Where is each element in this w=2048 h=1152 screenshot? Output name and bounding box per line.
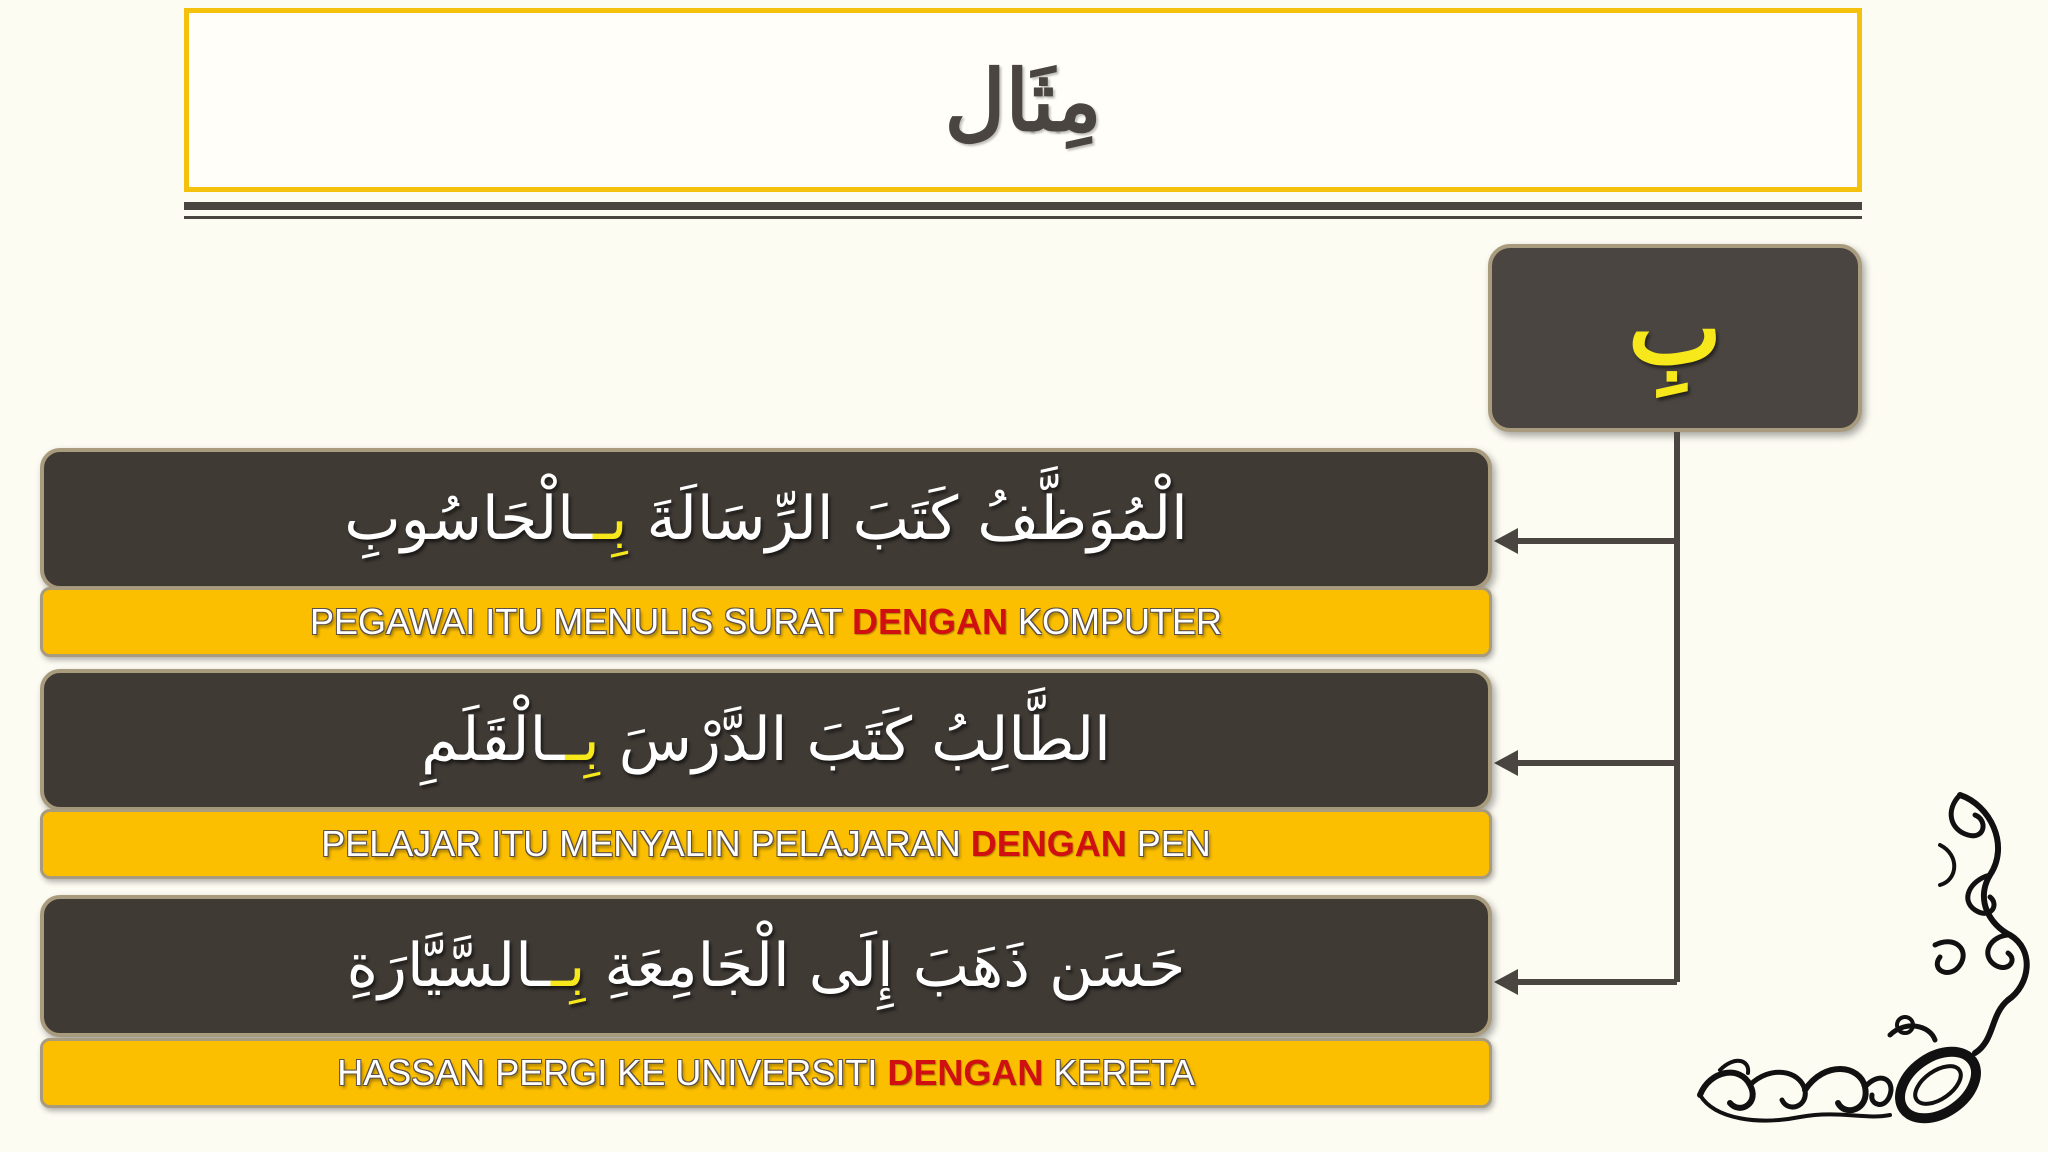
translation-text: PEGAWAI ITU MENULIS SURAT xyxy=(309,601,853,642)
arabic-text: الطَّالِبُ كَتَبَ الدَّرْسَ xyxy=(599,705,1111,775)
example-arabic-box-1 xyxy=(40,448,1492,590)
translation-text: PEN xyxy=(1126,823,1211,864)
example-arabic-box-2 xyxy=(40,669,1492,811)
translation-text: KOMPUTER xyxy=(1008,601,1223,642)
example-translation-box-3 xyxy=(40,1038,1492,1108)
example-translation-box-2 xyxy=(40,809,1492,879)
example-translation-1 xyxy=(310,601,1222,643)
translation-highlight: DENGAN xyxy=(887,1052,1044,1093)
arabic-text: ـالْحَاسُوبِ xyxy=(344,484,594,554)
title-box xyxy=(184,8,1862,192)
arabic-text: ـالسَّيَّارَةِ xyxy=(346,931,552,1001)
arabic-text: حَسَن ذَهَبَ إِلَى الْجَامِعَةِ xyxy=(585,931,1186,1001)
translation-text: KERETA xyxy=(1043,1052,1195,1093)
decorative-swirl-ornament-icon xyxy=(1690,785,2040,1130)
arrow-left-icon xyxy=(1494,528,1518,554)
example-translation-3 xyxy=(337,1052,1195,1094)
example-translation-2 xyxy=(321,823,1211,865)
translation-text: PELAJAR ITU MENYALIN PELAJARAN xyxy=(321,823,971,864)
arabic-highlight-ba: بِـ xyxy=(593,484,628,554)
translation-highlight: DENGAN xyxy=(970,823,1127,864)
key-letter: بِ xyxy=(1627,269,1723,387)
example-arabic-sentence-3 xyxy=(347,931,1186,1001)
translation-text: HASSAN PERGI KE UNIVERSITI xyxy=(337,1052,888,1093)
title-divider-thick xyxy=(184,202,1862,210)
key-letter-box xyxy=(1488,244,1862,432)
arabic-highlight-ba: بِـ xyxy=(551,931,586,1001)
arrow-left-icon xyxy=(1494,969,1518,995)
example-arabic-sentence-1 xyxy=(344,484,1188,554)
example-translation-box-1 xyxy=(40,587,1492,657)
example-arabic-box-3 xyxy=(40,895,1492,1037)
translation-highlight: DENGAN xyxy=(852,601,1009,642)
arrow-left-icon xyxy=(1494,750,1518,776)
example-arabic-sentence-2 xyxy=(421,705,1111,775)
arabic-text: الْمُوَظَّفُ كَتَبَ الرِّسَالَةَ xyxy=(627,484,1188,554)
arabic-text: ـالْقَلَمِ xyxy=(421,705,566,775)
arabic-highlight-ba: بِـ xyxy=(565,705,600,775)
title-divider-thin xyxy=(184,216,1862,219)
page-title: مِثَال xyxy=(944,50,1102,150)
